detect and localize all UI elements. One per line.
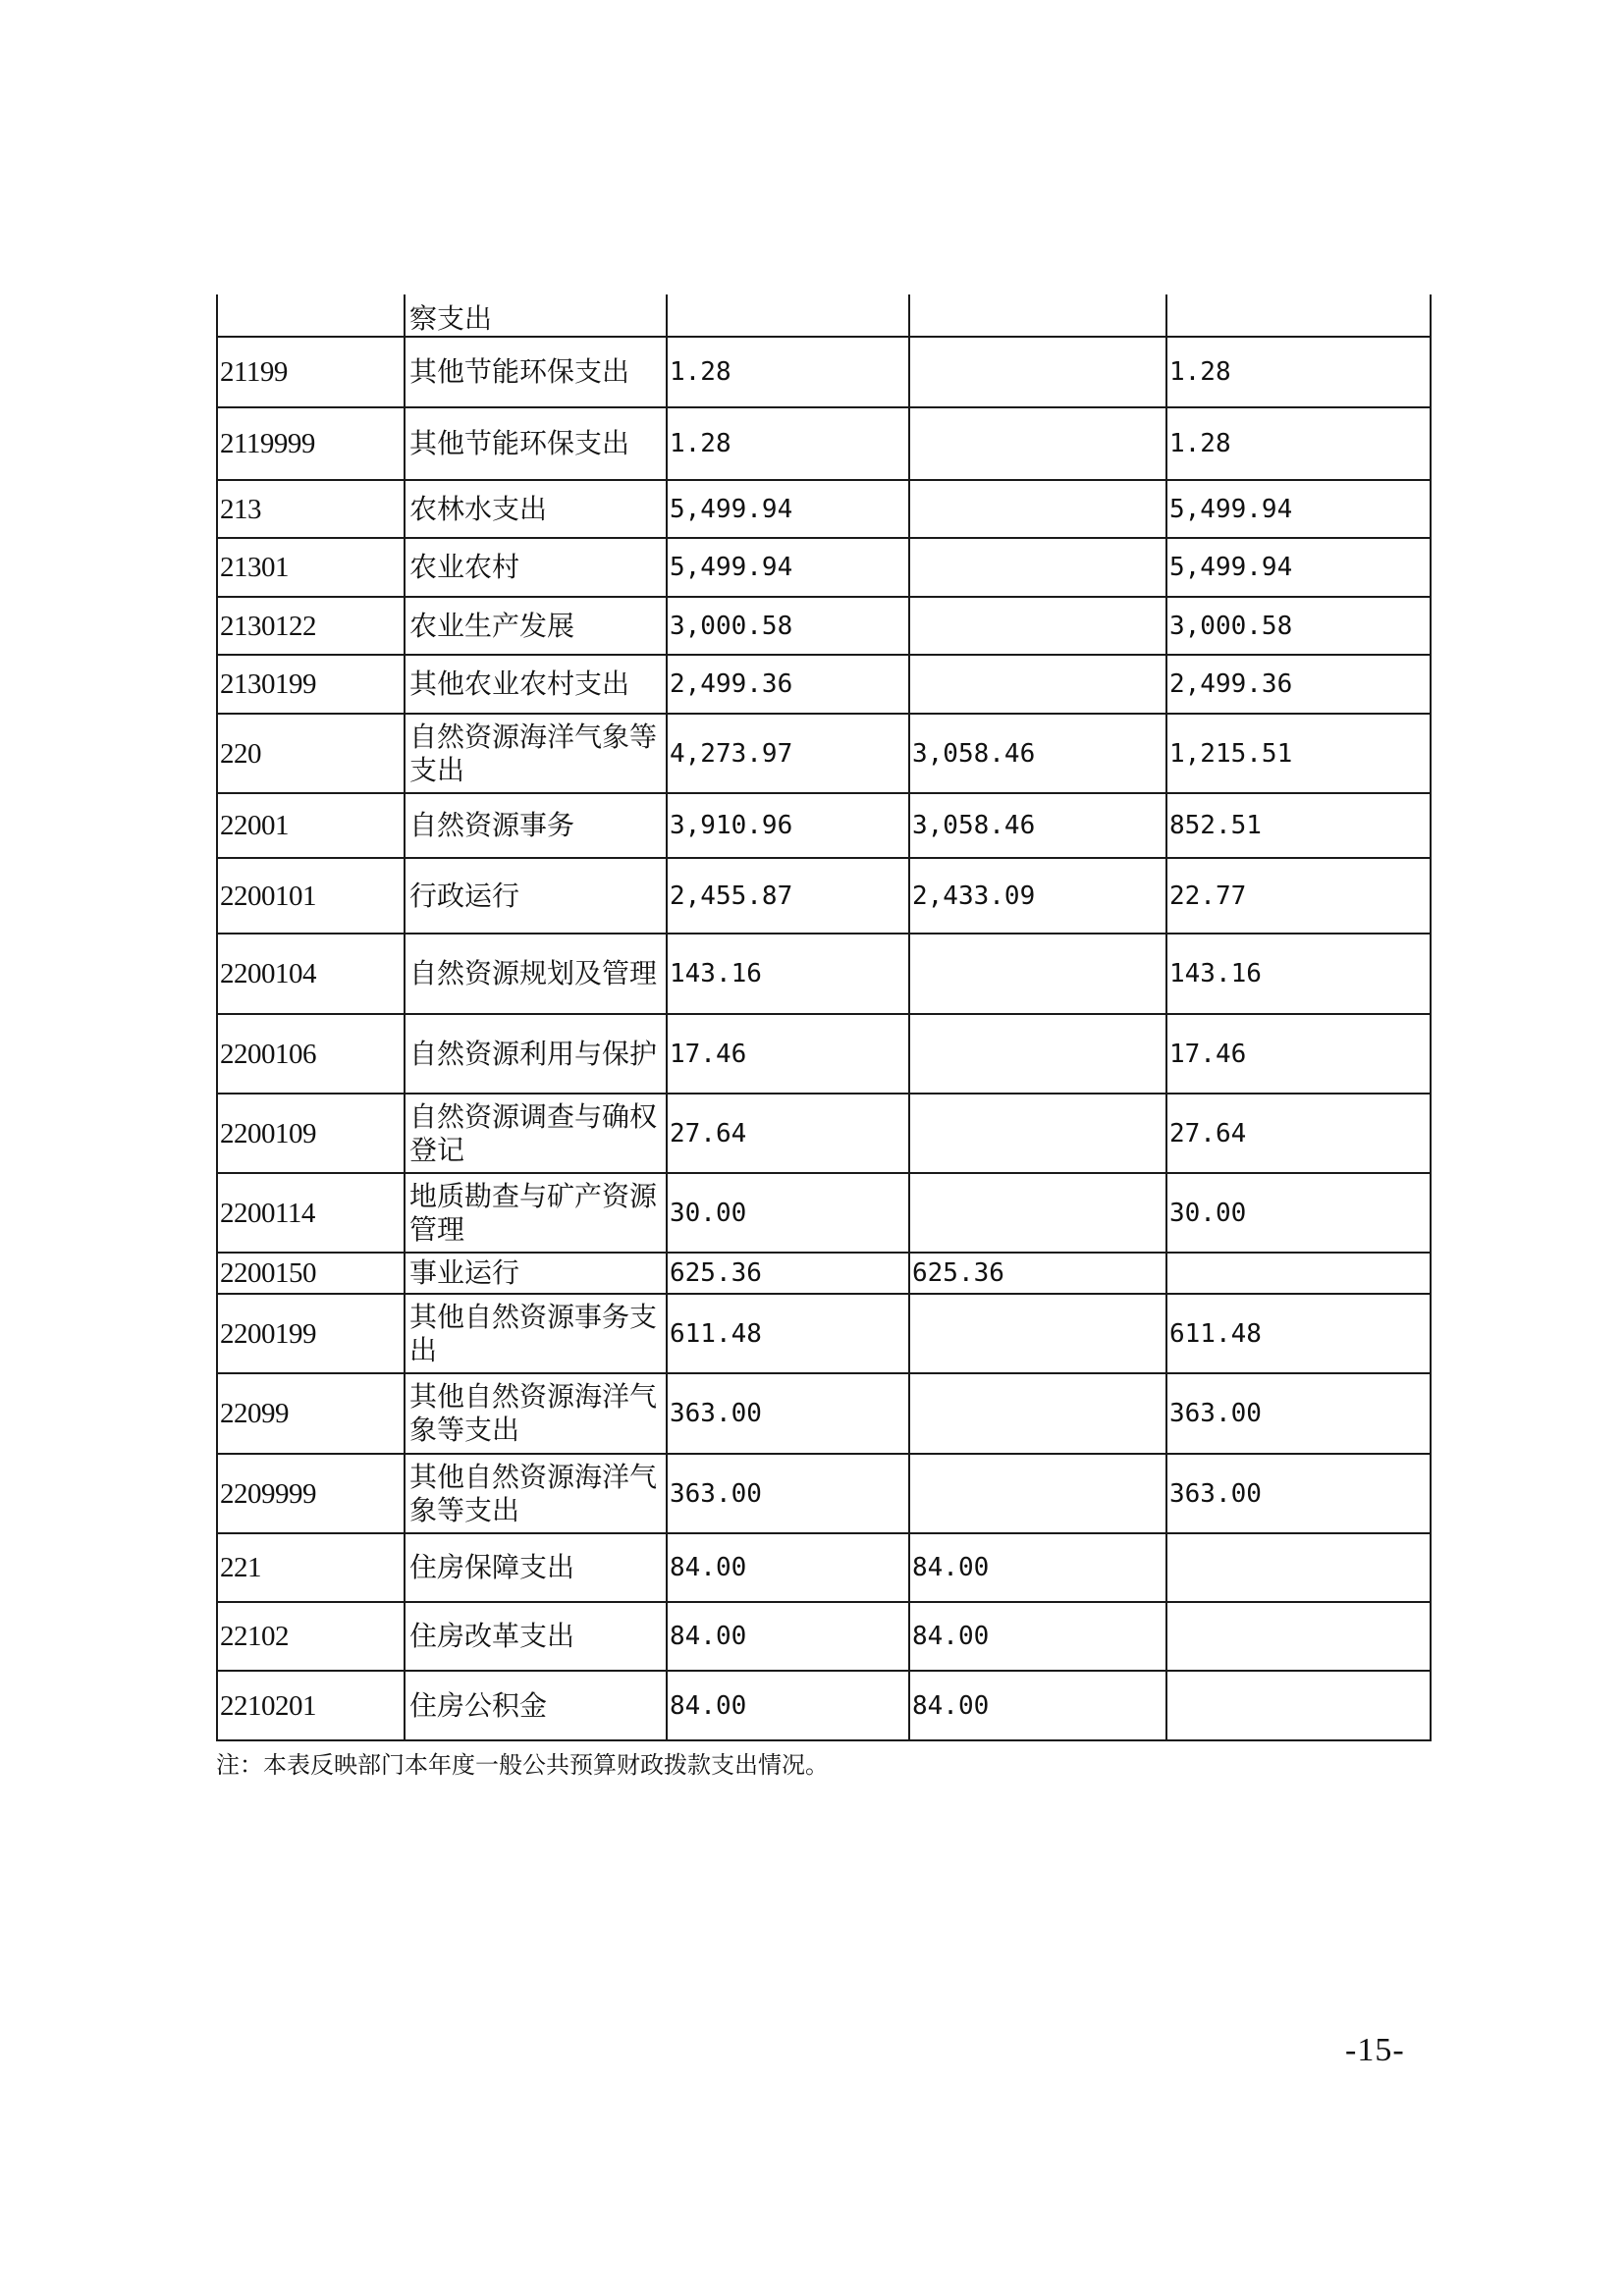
- project-expenditure-cell: [1166, 1671, 1431, 1740]
- project-expenditure-cell: 17.46: [1166, 1014, 1431, 1094]
- subject-name-cell: 自然资源事务: [405, 793, 667, 858]
- project-expenditure-cell: 22.77: [1166, 858, 1431, 934]
- subject-name-cell: 其他节能环保支出: [405, 407, 667, 480]
- total-cell: 3,910.96: [667, 793, 909, 858]
- table-footnote: 注：本表反映部门本年度一般公共预算财政拨款支出情况。: [216, 1751, 829, 1779]
- project-expenditure-cell: [1166, 1253, 1431, 1294]
- subject-name-cell: 住房保障支出: [405, 1533, 667, 1602]
- total-cell: 611.48: [667, 1294, 909, 1373]
- basic-expenditure-cell: 3,058.46: [909, 793, 1166, 858]
- project-expenditure-cell: 1.28: [1166, 407, 1431, 480]
- subject-code-cell: 22001: [217, 793, 405, 858]
- subject-name-cell: 地质勘查与矿产资源管理: [405, 1173, 667, 1253]
- table-row: [217, 337, 1431, 407]
- basic-expenditure-cell: [909, 407, 1166, 480]
- table-row: [217, 294, 1431, 337]
- total-cell: 84.00: [667, 1602, 909, 1671]
- subject-code-cell: 2200104: [217, 934, 405, 1014]
- basic-expenditure-cell: [909, 1373, 1166, 1454]
- project-expenditure-cell: 1,215.51: [1166, 714, 1431, 793]
- basic-expenditure-cell: 625.36: [909, 1253, 1166, 1294]
- subject-name-cell: 农业农村: [405, 538, 667, 597]
- project-expenditure-cell: 5,499.94: [1166, 538, 1431, 597]
- subject-code-cell: 2209999: [217, 1454, 405, 1533]
- project-expenditure-cell: 363.00: [1166, 1373, 1431, 1454]
- subject-name-cell: 农业生产发展: [405, 597, 667, 655]
- expenditure-table: [216, 294, 1432, 1741]
- project-expenditure-cell: 363.00: [1166, 1454, 1431, 1533]
- total-cell: 1.28: [667, 407, 909, 480]
- table-row: [217, 1454, 1431, 1533]
- table-row: [217, 1373, 1431, 1454]
- table-row: [217, 793, 1431, 858]
- basic-expenditure-cell: [909, 294, 1166, 337]
- project-expenditure-cell: 3,000.58: [1166, 597, 1431, 655]
- basic-expenditure-cell: [909, 655, 1166, 714]
- subject-code-cell: 221: [217, 1533, 405, 1602]
- subject-code-cell: 2200150: [217, 1253, 405, 1294]
- total-cell: 363.00: [667, 1373, 909, 1454]
- total-cell: 2,455.87: [667, 858, 909, 934]
- total-cell: 84.00: [667, 1671, 909, 1740]
- project-expenditure-cell: 143.16: [1166, 934, 1431, 1014]
- subject-code-cell: 2200101: [217, 858, 405, 934]
- total-cell: 4,273.97: [667, 714, 909, 793]
- table-row: [217, 1094, 1431, 1173]
- basic-expenditure-cell: [909, 1014, 1166, 1094]
- table-row: [217, 597, 1431, 655]
- project-expenditure-cell: 1.28: [1166, 337, 1431, 407]
- project-expenditure-cell: 611.48: [1166, 1294, 1431, 1373]
- subject-name-cell: 其他自然资源事务支出: [405, 1294, 667, 1373]
- subject-name-cell: 事业运行: [405, 1253, 667, 1294]
- table-row: [217, 1671, 1431, 1740]
- total-cell: 17.46: [667, 1014, 909, 1094]
- total-cell: 5,499.94: [667, 538, 909, 597]
- basic-expenditure-cell: 3,058.46: [909, 714, 1166, 793]
- project-expenditure-cell: [1166, 294, 1431, 337]
- table-row: [217, 655, 1431, 714]
- basic-expenditure-cell: 84.00: [909, 1602, 1166, 1671]
- subject-name-cell: 行政运行: [405, 858, 667, 934]
- subject-name-cell: 其他自然资源海洋气象等支出: [405, 1373, 667, 1454]
- subject-name-cell: 住房改革支出: [405, 1602, 667, 1671]
- table-row: [217, 1253, 1431, 1294]
- basic-expenditure-cell: [909, 1294, 1166, 1373]
- subject-name-cell: 察支出: [405, 294, 667, 337]
- subject-code-cell: 2200114: [217, 1173, 405, 1253]
- table-row: [217, 858, 1431, 934]
- total-cell: 30.00: [667, 1173, 909, 1253]
- table-row: [217, 407, 1431, 480]
- subject-name-cell: 自然资源调查与确权登记: [405, 1094, 667, 1173]
- basic-expenditure-cell: 84.00: [909, 1533, 1166, 1602]
- subject-code-cell: 220: [217, 714, 405, 793]
- subject-code-cell: 2130199: [217, 655, 405, 714]
- basic-expenditure-cell: [909, 1094, 1166, 1173]
- basic-expenditure-cell: [909, 538, 1166, 597]
- subject-code-cell: 2200106: [217, 1014, 405, 1094]
- table-row: [217, 1294, 1431, 1373]
- basic-expenditure-cell: [909, 934, 1166, 1014]
- expenditure-table-body: [217, 294, 1431, 1740]
- subject-code-cell: 213: [217, 480, 405, 538]
- total-cell: 625.36: [667, 1253, 909, 1294]
- total-cell: 363.00: [667, 1454, 909, 1533]
- table-row: [217, 1533, 1431, 1602]
- total-cell: 143.16: [667, 934, 909, 1014]
- project-expenditure-cell: 2,499.36: [1166, 655, 1431, 714]
- table-row: [217, 934, 1431, 1014]
- basic-expenditure-cell: [909, 1173, 1166, 1253]
- basic-expenditure-cell: [909, 1454, 1166, 1533]
- total-cell: 2,499.36: [667, 655, 909, 714]
- total-cell: 84.00: [667, 1533, 909, 1602]
- subject-code-cell: 2200199: [217, 1294, 405, 1373]
- subject-name-cell: 自然资源海洋气象等支出: [405, 714, 667, 793]
- total-cell: [667, 294, 909, 337]
- total-cell: 5,499.94: [667, 480, 909, 538]
- subject-name-cell: 其他自然资源海洋气象等支出: [405, 1454, 667, 1533]
- subject-name-cell: 农林水支出: [405, 480, 667, 538]
- table-row: [217, 714, 1431, 793]
- subject-code-cell: 21301: [217, 538, 405, 597]
- subject-code-cell: 2119999: [217, 407, 405, 480]
- subject-code-cell: 2130122: [217, 597, 405, 655]
- basic-expenditure-cell: [909, 480, 1166, 538]
- subject-code-cell: 22099: [217, 1373, 405, 1454]
- project-expenditure-cell: 852.51: [1166, 793, 1431, 858]
- project-expenditure-cell: 30.00: [1166, 1173, 1431, 1253]
- project-expenditure-cell: 27.64: [1166, 1094, 1431, 1173]
- project-expenditure-cell: 5,499.94: [1166, 480, 1431, 538]
- subject-code-cell: 2200109: [217, 1094, 405, 1173]
- project-expenditure-cell: [1166, 1602, 1431, 1671]
- total-cell: 1.28: [667, 337, 909, 407]
- project-expenditure-cell: [1166, 1533, 1431, 1602]
- subject-code-cell: [217, 294, 405, 337]
- subject-code-cell: 2210201: [217, 1671, 405, 1740]
- basic-expenditure-cell: [909, 337, 1166, 407]
- table-row: [217, 538, 1431, 597]
- subject-name-cell: 住房公积金: [405, 1671, 667, 1740]
- basic-expenditure-cell: 84.00: [909, 1671, 1166, 1740]
- subject-code-cell: 22102: [217, 1602, 405, 1671]
- subject-code-cell: 21199: [217, 337, 405, 407]
- table-row: [217, 1602, 1431, 1671]
- subject-name-cell: 自然资源利用与保护: [405, 1014, 667, 1094]
- total-cell: 3,000.58: [667, 597, 909, 655]
- basic-expenditure-cell: [909, 597, 1166, 655]
- basic-expenditure-cell: 2,433.09: [909, 858, 1166, 934]
- total-cell: 27.64: [667, 1094, 909, 1173]
- table-row: [217, 1014, 1431, 1094]
- page-number: -15-: [1345, 2032, 1405, 2068]
- table-row: [217, 1173, 1431, 1253]
- subject-name-cell: 其他农业农村支出: [405, 655, 667, 714]
- subject-name-cell: 其他节能环保支出: [405, 337, 667, 407]
- table-row: [217, 480, 1431, 538]
- subject-name-cell: 自然资源规划及管理: [405, 934, 667, 1014]
